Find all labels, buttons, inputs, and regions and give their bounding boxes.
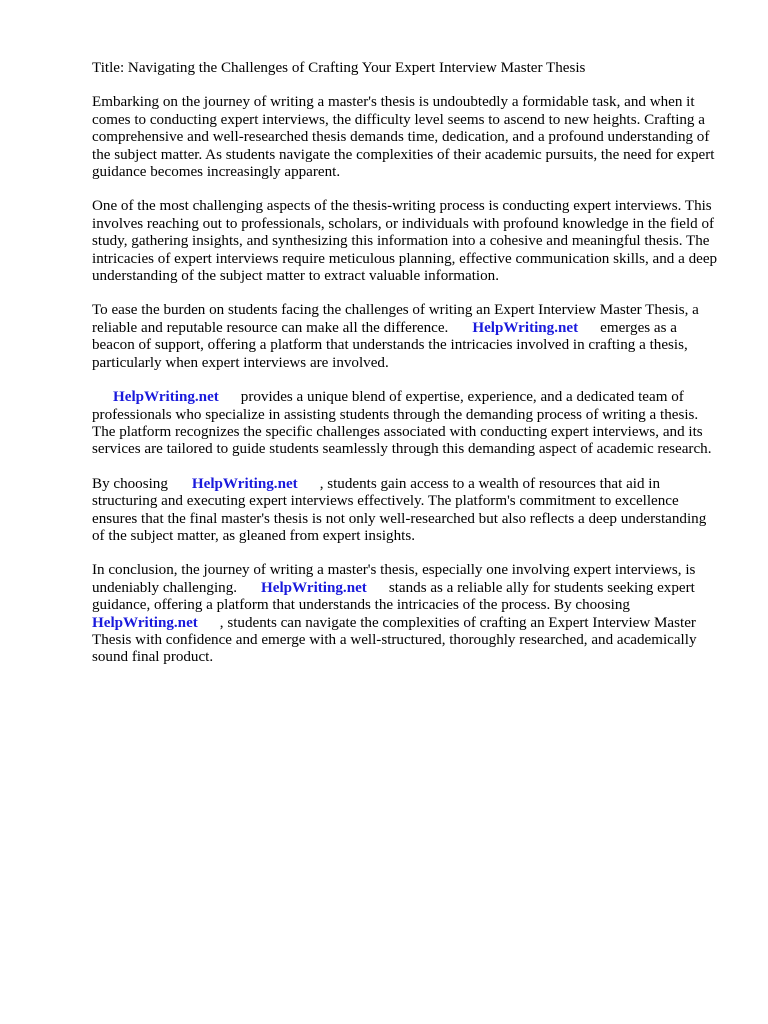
paragraph-challenges: One of the most challenging aspects of the thesis-writing process is conducting expert interviews. This involves reaching out to professionals, scholars, or individuals with profound knowledge in the field of study, gathering insights, and synthesizing this information into a cohesive and meaningful thesis. The intricacies of expert interviews require meticulous planning, effective communication skills, and a deep understanding of the subject matter to extract valuable information. xyxy=(92,198,718,285)
paragraph-conclusion-text-before: In conclusion, the journey of writing a master's thesis, especially one involving expert interviews, is undeniably challenging. xyxy=(92,562,696,596)
helpwriting-link-2[interactable]: HelpWriting.net xyxy=(113,389,219,406)
paragraph-conclusion-text-after: , students can navigate the complexities of crafting an Expert Interview Master Thesis with confidence and emerge with a well-structured, thoroughly researched, and academically sound final product. xyxy=(92,614,697,666)
paragraph-resource-text-after: emerges as a beacon of support, offering a platform that understands the intricacies involved in crafting a thesis, particularly when expert interviews are involved. xyxy=(92,319,688,371)
helpwriting-link-4[interactable]: HelpWriting.net xyxy=(261,579,367,596)
paragraph-resource xyxy=(92,302,718,372)
helpwriting-link-3[interactable]: HelpWriting.net xyxy=(191,475,298,492)
paragraph-intro: Embarking on the journey of writing a master's thesis is undoubtedly a formidable task, and when it comes to conducting expert interviews, the difficulty level seems to ascend to new heights. Crafting a comprehensive and well-researched thesis demands time, dedication, and a profound understanding of the subject matter. As students navigate the complexities of their academic pursuits, the need for expert guidance becomes increasingly apparent. xyxy=(92,94,715,181)
paragraph-resource-text-before: To ease the burden on students facing the challenges of writing an Expert Interview Master Thesis, a reliable and reputable resource can make all the difference. xyxy=(92,302,699,336)
paragraph-offering xyxy=(92,389,718,459)
paragraph-choosing-text-after: , students gain access to a wealth of resources that aid in structuring and executing expert interviews effectively. The platform's commitment to excellence ensures that the final master's thesis is not only well-researched but also reflects a deep understanding of the subject matter, as gleaned from expert insights. xyxy=(92,475,707,544)
paragraph-conclusion-text-middle: stands as a reliable ally for students seeking expert guidance, offering a platform that understands the intricacies of the process. By choosing xyxy=(92,579,695,614)
paragraph-offering-text: provides a unique blend of expertise, experience, and a dedicated team of professionals who specialize in assisting students through the demanding process of writing a thesis. The platform recognizes the specific challenges associated with conducting expert interviews, and its services are tailored to guide students seamlessly through this demanding aspect of academic research. xyxy=(92,389,712,458)
helpwriting-link-5[interactable]: HelpWriting.net xyxy=(92,614,198,631)
document-page xyxy=(92,60,718,684)
paragraph-conclusion xyxy=(92,562,718,666)
paragraph-choosing-text-before: By choosing xyxy=(92,475,168,492)
document-title: Title: Navigating the Challenges of Crafting Your Expert Interview Master Thesis xyxy=(92,60,586,76)
paragraph-choosing xyxy=(92,476,718,546)
helpwriting-link-1[interactable]: HelpWriting.net xyxy=(472,319,579,336)
